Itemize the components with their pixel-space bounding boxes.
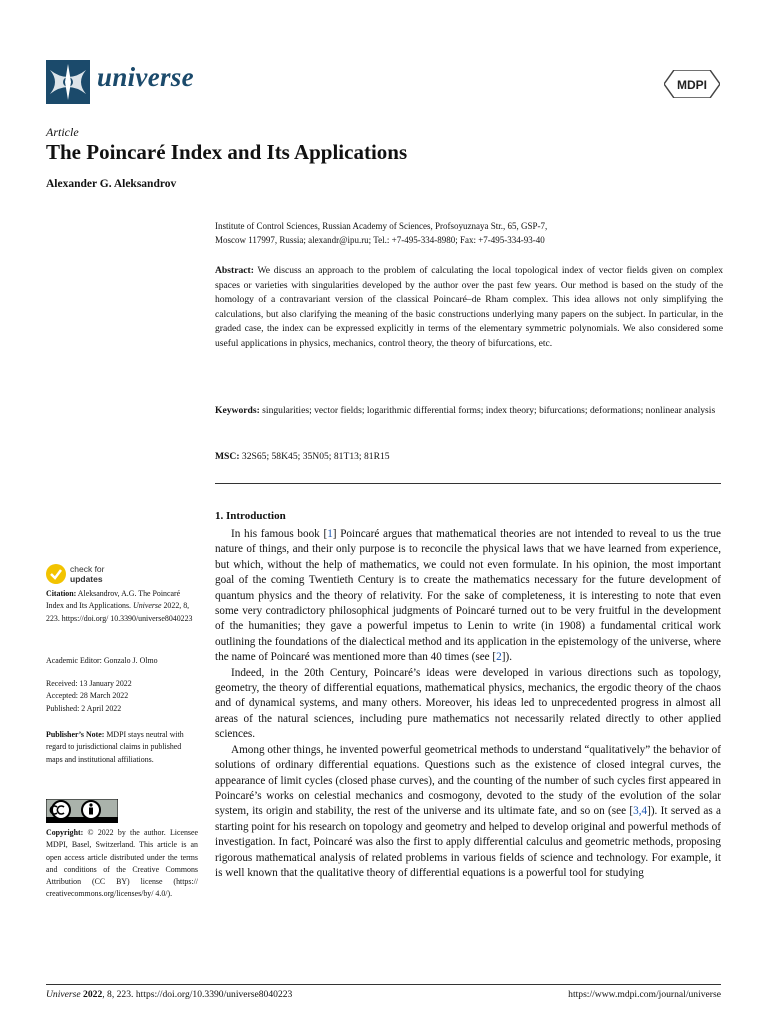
msc-text: 32S65; 58K45; 35N05; 81T13; 81R15 <box>241 451 390 462</box>
published-date: Published: 2 April 2022 <box>46 703 122 713</box>
journal-name: universe <box>97 62 194 92</box>
citation <box>46 588 198 625</box>
universe-logo-icon <box>46 60 90 104</box>
citation-text-b: 2022, 8, 223. https://doi.org/ 10.3390/universe8040223 <box>46 601 193 623</box>
citation-journal: Universe <box>133 601 162 611</box>
section-divider <box>215 483 721 484</box>
footer-doi[interactable]: , 8, 223. https://doi.org/10.3390/universe8040223 <box>102 989 293 1000</box>
copyright-text: © 2022 by the author. Licensee MDPI, Basel, Switzerland. This article is an open access article distributed under the terms and conditions of the Creative Commons Attribution (CC BY) license (https:// creativecommons.org/licenses/by/ 4.0/). <box>46 828 198 899</box>
paragraph-3 <box>215 743 721 882</box>
copyright-label: Copyright: <box>46 828 84 837</box>
check-badge-icon <box>46 564 66 584</box>
section-heading-introduction: 1. Introduction <box>215 510 286 522</box>
cc-by-license-icon[interactable] <box>46 799 118 823</box>
reference-link-1[interactable]: 1 <box>327 528 333 540</box>
article-type: Article <box>46 125 79 139</box>
affiliation-line1: Institute of Control Sciences, Russian Academy of Sciences, Profsoyuznaya Str., 65, GSP-7, <box>215 221 548 231</box>
paragraph-2: Indeed, in the 20th Century, Poincaré’s ideas were developed in various directions such as topology, geometry, the theory of differential equations, mathematical physics, mechanics, the ergodic theory of the chaos and of dynamical systems, and many others. Moreover, his ideas led to unprecedented progress in almost all areas of the natural sciences, including pure mathematics not necessarily related directly to other applied sciences. <box>215 666 721 741</box>
check-line1: check for <box>70 564 105 574</box>
publisher-note <box>46 729 198 766</box>
abstract-label: Abstract: <box>215 265 254 276</box>
received-date: Received: 13 January 2022 <box>46 679 132 688</box>
affiliation-line2: Moscow 117997, Russia; alexandr@ipu.ru; Tel.: +7-495-334-8980; Fax: +7-495-334-93-40 <box>215 235 545 245</box>
publisher-note-label: Publisher’s Note: <box>46 730 105 739</box>
accepted-date: Accepted: 28 March 2022 <box>46 691 129 701</box>
msc-label: MSC: <box>215 451 240 462</box>
mdpi-label: MDPI <box>677 78 707 92</box>
keywords-text: singularities; vector fields; logarithmic differential forms; index theory; bifurcations; deformations; nonlinear analysis <box>262 405 716 416</box>
page-title: The Poincaré Index and Its Applications <box>46 140 408 164</box>
p3-text-b: ]). It served as a starting point for his research on topology and geometry and helped to develop original and powerful methods of investigation. In fact, Poincaré was also the first to apply differential calculus and geometric methods, proposing rigorous mathematical analysis of related problems in various fields of science and technology. For example, it is well known that the qualitative theory of differential equations is a powerful tool for studying <box>215 805 721 879</box>
affiliation <box>215 219 723 247</box>
check-line2: updates <box>70 574 103 584</box>
citation-text-a: Aleksandrov, A.G. The Poincaré Index and Its Applications. <box>46 589 181 611</box>
publisher-note-text: MDPI stays neutral with regard to jurisdictional claims in published maps and institutional affiliations. <box>46 730 184 764</box>
p1-text-c: ]). <box>501 651 512 664</box>
abstract-text: We discuss an approach to the problem of calculating the local topological index of vector fields given on complex spaces or varieties with singularities developed by the author over the past few years. Our method is based on the study of the homology of a contravariant version of the classical Poincaré–de Rham complex. This idea allows not only simplifying the calculations, but also clarifying the meaning of the basic constructions underlying many papers on the subject. In particular, in the graded case, the index can be expressed explicitly in terms of the elementary symmetric polynomials. We also considered some useful applications in physics, mechanics, control theory, the theory of bifurcations, etc. <box>215 265 723 349</box>
reference-link-2[interactable]: 2 <box>496 651 502 664</box>
academic-editor: Academic Editor: Gonzalo J. Olmo <box>46 656 158 665</box>
reference-link-3-4[interactable]: 3,4 <box>633 805 648 818</box>
publication-dates <box>46 678 198 715</box>
msc-codes <box>215 450 723 465</box>
citation-label: Citation: <box>46 589 77 598</box>
p1-text-a: In his famous book [ <box>231 528 328 540</box>
footer-divider <box>46 984 721 985</box>
footer-journal: Universe <box>46 989 81 1000</box>
mdpi-logo <box>664 70 720 98</box>
keywords <box>215 404 723 419</box>
check-for-updates-button[interactable] <box>46 562 176 586</box>
introduction-body <box>215 527 721 881</box>
copyright-notice <box>46 827 198 901</box>
abstract <box>215 264 723 351</box>
p1-text-b: ] Poincaré argues that mathematical theories are not intended to reveal to us the true nature of things, and their only purpose is to reconcile the physical laws that we have learned from experience, but which, without the help of mathematics, we could not even formulate. In his opinion, the most important goal of the coming Twentieth Century is to create the mathematics necessary for the future development of quantum physics and the theory of relativity. For the sake of completeness, it is interesting to note that even some very contradictory philosophical judgments of Poincaré turned out to be very fruitful in the development of the humanities; they gave a powerful impetus to Lenin to write (in 1908) a fundamental critical work outlining the foundations of the dialectical method and its application in the epistemology of the universe, where the name of Poincaré was mentioned more than 40 times (see [ <box>215 528 721 664</box>
footer-journal-url[interactable]: https://www.mdpi.com/journal/universe <box>568 989 721 1000</box>
keywords-label: Keywords: <box>215 405 260 416</box>
authors: Alexander G. Aleksandrov <box>46 178 177 190</box>
footer-citation <box>46 989 292 1000</box>
footer-year: 2022 <box>83 989 103 1000</box>
paragraph-1 <box>215 527 721 666</box>
p3-text-a: Among other things, he invented powerful geometrical methods to understand “qualitatively” the behavior of solutions of ordinary differential equations. Questions such as the existence of closed integral curves, the appearance of limit cycles (closed phase curves), and the counting of the number of such cycles first appeared in Poincaré’s works on celestial mechanics and cosmogony, devoted to the study of the evolution of the solar system, its origin and stability, the rest of the universe and its ultimate fate, and so on (see [ <box>215 743 721 818</box>
